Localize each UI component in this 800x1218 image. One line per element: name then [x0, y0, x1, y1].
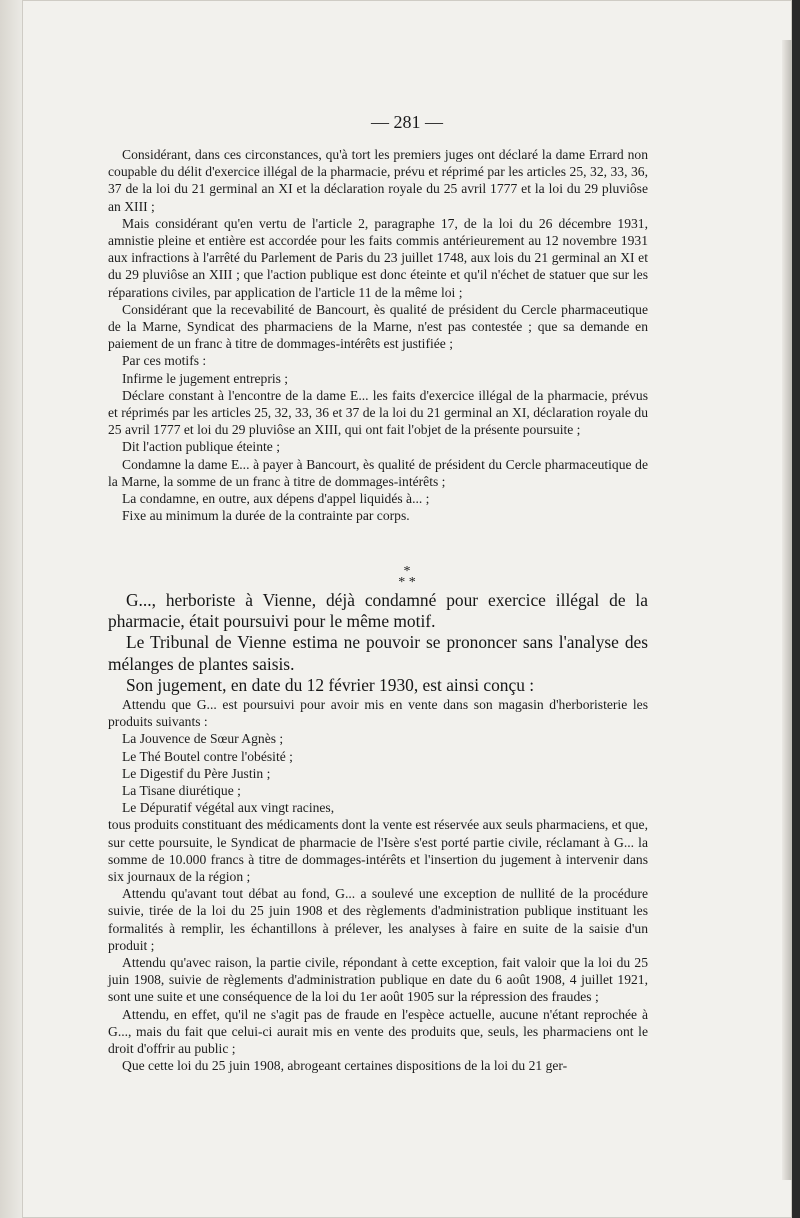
page-number: — 281 —	[371, 112, 443, 132]
paragraph: Attendu qu'avec raison, la partie civile, répondant à cette exception, fait valoir que la loi du 25 juin 1908, suivie de règlements d'administration publique en date du 6 août 1908, 4 juillet 1921, sont une suite et une conséquence de la loi du 1er août 1905 sur la répression des fraudes ;	[108, 955, 648, 1005]
adjacent-page-edge	[0, 0, 24, 1218]
paragraph: Par ces motifs :	[122, 353, 207, 369]
separator-line: * *	[398, 575, 416, 590]
paragraph: Son jugement, en date du 12 février 1930, est ainsi conçu :	[126, 674, 535, 695]
list-item: Le Thé Boutel contre l'obésité ;	[122, 748, 293, 764]
text-block-summary	[108, 590, 648, 696]
paragraph: Infirme le jugement entrepris ;	[122, 370, 289, 386]
paragraph: La condamne, en outre, aux dépens d'appel liquidés à... ;	[122, 491, 430, 507]
paragraph: Considérant que la recevabilité de Bancourt, ès qualité de président du Cercle pharmaceutique de la Marne, Syndicat des pharmaciens de la Marne, n'est pas contestée ; que sa demande en paiement de un franc à titre de dommages-intérêts est justifiée ;	[108, 301, 648, 352]
text-block-decision	[108, 146, 648, 524]
paragraph: Condamne la dame E... à payer à Bancourt, ès qualité de président du Cercle pharmaceutique de la Marne, la somme de un franc à titre de dommages-intérêts ;	[108, 456, 648, 489]
paragraph: Que cette loi du 25 juin 1908, abrogeant certaines dispositions de la loi du 21 ger-	[122, 1058, 568, 1074]
paragraph: Attendu, en effet, qu'il ne s'agit pas de fraude en l'espèce actuelle, aucune n'étant reprochée à G..., mais du fait que celui-ci aurait mis en vente des produits que, seuls, les pharmaciens ont le droit d'offrir au public ;	[108, 1006, 648, 1057]
list-item: La Tisane diurétique ;	[122, 783, 241, 799]
paragraph: Attendu qu'avant tout débat au fond, G... a soulevé une exception de nullité de la procédure suivie, tirée de la loi du 25 juin 1908 et des règlements d'administration publique instituant les formalités à remplir, les échantillons à prélever, les analyses à faire en suite de la saisie d'un produit ;	[108, 886, 648, 953]
list-item: La Jouvence de Sœur Agnès ;	[122, 731, 284, 747]
page-edge-shadow	[782, 40, 792, 1180]
paragraph: Considérant, dans ces circonstances, qu'à tort les premiers juges ont déclaré la dame Errard non coupable du délit d'exercice illégal de la pharmacie, prévu et réprimé par les articles 25, 32, 33, 36, 37 de la loi du 21 germinal an XI et la déclaration royale du 25 avril 1777 et la loi du 29 pluviôse an XIII ;	[108, 147, 648, 214]
paragraph: Mais considérant qu'en vertu de l'article 2, paragraphe 17, de la loi du 26 décembre 1931, amnistie pleine et entière est accordée pour les faits commis antérieurement au 12 novembre 1931 aux infractions à l'arrêté du Parlement de Paris du 23 juillet 1748, aux lois du 21 germinal an XI et du 29 pluviôse an XIII ; que l'action publique est donc éteinte et qu'il n'échet de statuer que sur les réparations civiles, par application de l'article 11 de la même loi ;	[108, 215, 648, 300]
section-separator	[22, 566, 792, 588]
paragraph: Fixe au minimum la durée de la contrainte par corps.	[122, 508, 410, 524]
list-item: Le Digestif du Père Justin ;	[122, 765, 271, 781]
paragraph: Dit l'action publique éteinte ;	[122, 439, 280, 455]
text-block-judgment	[108, 696, 648, 1074]
paragraph: tous produits constituant des médicaments dont la vente est réservée aux seuls pharmaciens, et que, sur cette poursuite, le Syndicat de pharmacie de l'Isère s'est porté partie civile, réclamant à G... la somme de 10.000 francs à titre de dommages-intérêts et l'insertion du jugement à intervenir dans six journaux de la région ;	[108, 817, 648, 885]
paragraph: Déclare constant à l'encontre de la dame E... les faits d'exercice illégal de la pharmacie, prévus et réprimés par les articles 25, 32, 33, 36 et 37 de la loi du 21 germinal an XI, déclaration royale du 25 avril 1777 et loi du 29 pluviôse an XIII, qui ont fait l'objet de la présente poursuite ;	[108, 387, 648, 438]
paragraph: Le Tribunal de Vienne estima ne pouvoir se prononcer sans l'analyse des mélanges de plantes saisis.	[108, 632, 648, 674]
paragraph: G..., herboriste à Vienne, déjà condamné pour exercice illégal de la pharmacie, était poursuivi pour le même motif.	[108, 590, 648, 632]
list-item: Le Dépuratif végétal aux vingt racines,	[122, 800, 335, 816]
separator-line: *	[403, 564, 411, 579]
paragraph: Attendu que G... est poursuivi pour avoir mis en vente dans son magasin d'herboristerie les produits suivants :	[108, 697, 648, 730]
document-page	[22, 0, 792, 1218]
